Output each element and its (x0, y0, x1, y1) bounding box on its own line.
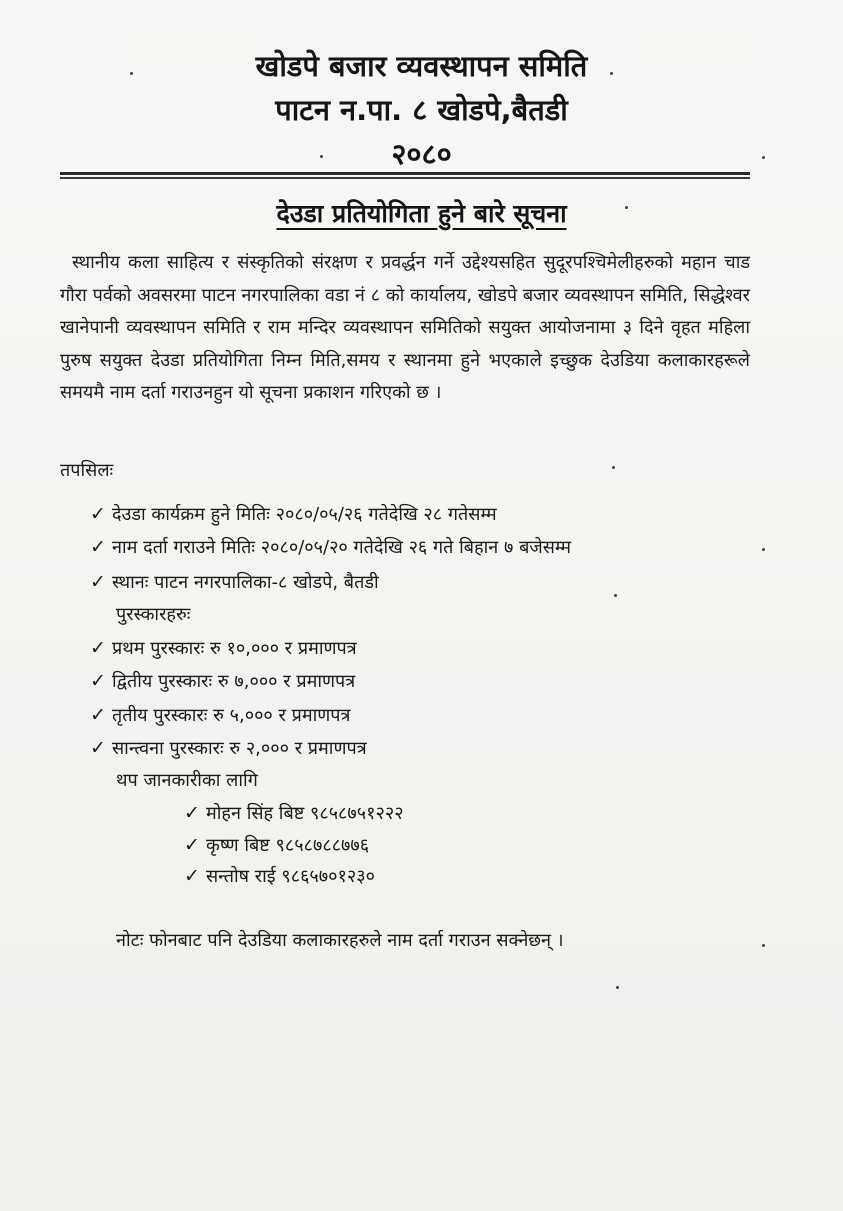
prize-item (90, 703, 350, 727)
checkmark-icon: ✓ (90, 571, 106, 593)
detail-text: देउडा कार्यक्रम हुने मितिः २०८०/०५/२६ गतेदेखि २८ गतेसम्म (112, 504, 497, 525)
checkmark-icon: ✓ (184, 865, 200, 887)
prize-text: तृतीय पुरस्कारः रु ५,००० र प्रमाणपत्र (112, 705, 351, 726)
checkmark-icon: ✓ (90, 536, 106, 558)
contacts-label: थप जानकारीका लागि (116, 770, 258, 791)
footnote: नोटः फोनबाट पनि देउडिया कलाकारहरुले नाम दर्ता गराउन सक्नेछन् । (116, 930, 564, 951)
notice-title-text: देउडा प्रतियोगिता हुने बारे सूचना (276, 199, 567, 228)
scan-speck (614, 594, 617, 597)
prize-text: द्वितीय पुरस्कारः रु ७,००० र प्रमाणपत्र (112, 671, 356, 692)
detail-item (90, 535, 571, 559)
checkmark-icon: ✓ (90, 737, 106, 759)
notice-body: स्थानीय कला साहित्य र संस्कृतिको संरक्षण र प्रवर्द्धन गर्ने उद्देश्यसहित सुदूरपश्चिमेलीहरुको महान चाड गौरा पर्वको अवसरमा पाटन नगरपालिका वडा नं ८ को कार्यालय, खोडपे बजार व्यवस्थापन समिति, सिद्धेश्वर खानेपानी व्यवस्थापन समिति र राम मन्दिर व्यवस्थापन समितिको सयुक्त आयोजनामा ३ दिने वृहत महिला पुरुष सयुक्त देउडा प्रतियोगिता निम्न मिति,समय र स्थानमा हुने भएकाले इच्छुक देउडिया कलाकारहरूले समयमै नाम दर्ता गराउनहुन यो सूचना प्रकाशन गरिएको छ । (60, 252, 750, 403)
detail-text: नाम दर्ता गराउने मितिः २०८०/०५/२० गतेदेखि २६ गते बिहान ७ बजेसम्म (112, 537, 572, 558)
year: २०८० (391, 137, 452, 171)
scan-speck (130, 72, 133, 75)
scan-speck (616, 986, 619, 989)
detail-item (90, 502, 497, 526)
detail-text: स्थानः पाटन नगरपालिका-८ खोडपे, बैतडी (112, 572, 379, 593)
prize-item (90, 636, 357, 660)
details-label: तपसिलः (60, 460, 114, 481)
notice-title (0, 196, 843, 230)
committee-name: खोडपे बजार व्यवस्थापन समिति (255, 49, 588, 83)
committee-address: पाटन न.पा. ८ खोडपे,बैतडी (275, 93, 568, 127)
contact-item (184, 833, 369, 857)
scan-speck (762, 548, 765, 551)
checkmark-icon: ✓ (90, 503, 106, 525)
contact-text: कृष्ण बिष्ट ९८५८७८८७७६ (206, 835, 370, 856)
contact-item (184, 864, 375, 888)
contact-text: सन्तोष राई ९८६५७०१२३० (206, 866, 375, 887)
contact-text: मोहन सिंह बिष्ट ९८५८७५१२२२ (206, 803, 404, 824)
letterhead (0, 44, 843, 176)
scan-speck (762, 944, 765, 947)
checkmark-icon: ✓ (90, 670, 106, 692)
scan-speck (610, 72, 613, 75)
scan-speck (762, 156, 765, 159)
prizes-label: पुरस्कारहरुः (116, 604, 191, 625)
scan-speck (320, 155, 323, 158)
checkmark-icon: ✓ (184, 802, 200, 824)
checkmark-icon: ✓ (90, 637, 106, 659)
prize-item (90, 669, 355, 693)
header-divider (60, 172, 750, 179)
checkmark-icon: ✓ (90, 704, 106, 726)
prize-text: सान्त्वना पुरस्कारः रु २,००० र प्रमाणपत्र (112, 738, 367, 759)
checkmark-icon: ✓ (184, 834, 200, 856)
scan-speck (612, 466, 615, 469)
prize-text: प्रथम पुरस्कारः रु १०,००० र प्रमाणपत्र (112, 638, 357, 659)
prize-item (90, 736, 367, 760)
scan-speck (625, 206, 628, 209)
contact-item (184, 801, 404, 825)
detail-item (90, 570, 379, 594)
